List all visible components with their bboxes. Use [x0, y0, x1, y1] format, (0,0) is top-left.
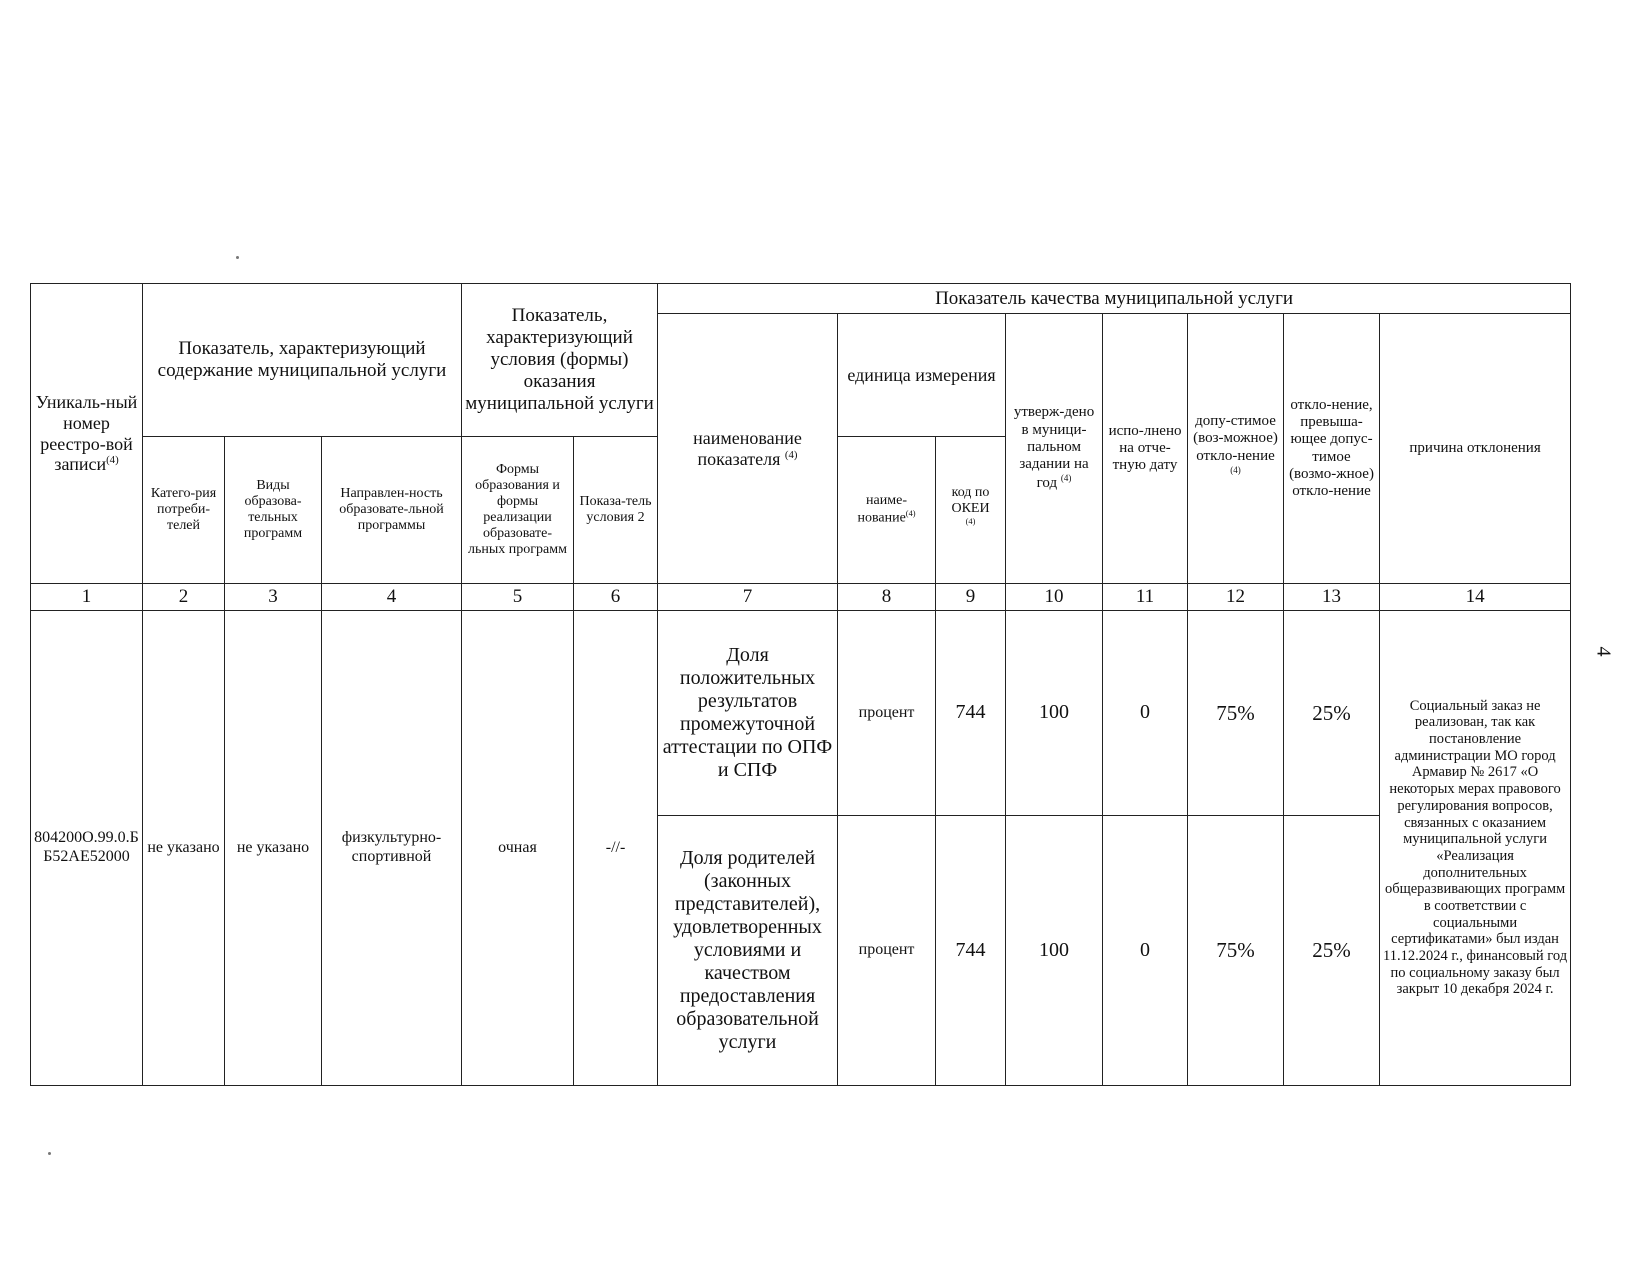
header-indicator-name: наименование показателя $^{(4)}$: [658, 314, 838, 584]
allowed-deviation: 75%: [1188, 815, 1284, 1085]
header-excess-deviation: откло-нение, превыша-ющее допус-тимое (возмо-жное) откло-нение: [1284, 314, 1380, 584]
deviation-reason: Социальный заказ не реализован, так как постановление администрации МО город Армавир № 2617 «О некоторых мерах правового регулирования вопросов, связанных с оказанием муниципальной услуги «Реализация дополнительных общеразвивающих программ в соответствии с социальными сертификатами» был издан 11.12.2024 г., финансовый год по социальному заказу был закрыт 10 декабря 2024 г.: [1380, 610, 1571, 1085]
scan-speck: [48, 1152, 51, 1155]
header-deviation-reason: причина отклонения: [1380, 314, 1571, 584]
header-unit: единица измерения: [838, 314, 1006, 437]
approved-value: 100: [1006, 815, 1103, 1085]
column-number: 9: [936, 584, 1006, 611]
column-number: 7: [658, 584, 838, 611]
column-number: 8: [838, 584, 936, 611]
header-unique-number: Уникаль-ный номер реестро-вой записи$^{(4)}$: [31, 284, 143, 584]
registry-number: 804200О.99.0.ББ52АЕ52000: [31, 610, 143, 1085]
program-direction: физкультурно-спортивной: [322, 610, 462, 1085]
service-quality-table: [30, 283, 1571, 1086]
header-condition2: Показа-тель условия 2: [574, 437, 658, 584]
column-number: 4: [322, 584, 462, 611]
executed-value: 0: [1103, 610, 1188, 815]
consumer-category: не указано: [143, 610, 225, 1085]
header-program-direction: Направлен-ность образовате-льной программы: [322, 437, 462, 584]
column-number: 2: [143, 584, 225, 611]
header-category: Катего-рия потреби-телей: [143, 437, 225, 584]
education-form: очная: [462, 610, 574, 1085]
header-executed: испо-лнено на отче-тную дату: [1103, 314, 1188, 584]
unit-name: процент: [838, 610, 936, 815]
column-number: 11: [1103, 584, 1188, 611]
scan-speck: [236, 256, 239, 259]
header-forms: Формы образования и формы реализации образовате-льных программ: [462, 437, 574, 584]
approved-value: 100: [1006, 610, 1103, 815]
column-number: 10: [1006, 584, 1103, 611]
indicator-name: Доля родителей (законных представителей), удовлетворенных условиями и качеством предоставления образовательной услуги: [658, 815, 838, 1085]
excess-deviation: 25%: [1284, 815, 1380, 1085]
page-number: 4: [1592, 646, 1615, 657]
header-allowed-deviation: допу-стимое (воз-можное) откло-нение $^{(4)}$: [1188, 314, 1284, 584]
header-quality-indicator: Показатель качества муниципальной услуги: [658, 284, 1571, 314]
header-approved: утверж-дено в муници-пальном задании на год $^{(4)}$: [1006, 314, 1103, 584]
okei-code: 744: [936, 815, 1006, 1085]
column-number-row: [31, 584, 1571, 611]
column-number: 3: [225, 584, 322, 611]
column-number: 1: [31, 584, 143, 611]
table-row: [31, 610, 1571, 815]
column-number: 13: [1284, 584, 1380, 611]
program-types: не указано: [225, 610, 322, 1085]
header-content-indicator: Показатель, характеризующий содержание муниципальной услуги: [143, 284, 462, 437]
column-number: 6: [574, 584, 658, 611]
condition2-value: -//-: [574, 610, 658, 1085]
excess-deviation: 25%: [1284, 610, 1380, 815]
column-number: 14: [1380, 584, 1571, 611]
unit-name: процент: [838, 815, 936, 1085]
okei-code: 744: [936, 610, 1006, 815]
allowed-deviation: 75%: [1188, 610, 1284, 815]
executed-value: 0: [1103, 815, 1188, 1085]
header-unit-name: наиме-нование$^{(4)}$: [838, 437, 936, 584]
header-okei-code: код по ОКЕИ $^{(4)}$: [936, 437, 1006, 584]
indicator-name: Доля положительных результатов промежуточной аттестации по ОПФ и СПФ: [658, 610, 838, 815]
header-program-types: Виды образова-тельных программ: [225, 437, 322, 584]
column-number: 12: [1188, 584, 1284, 611]
header-row-1: [31, 284, 1571, 314]
column-number: 5: [462, 584, 574, 611]
header-conditions-indicator: Показатель, характеризующий условия (формы) оказания муниципальной услуги: [462, 284, 658, 437]
